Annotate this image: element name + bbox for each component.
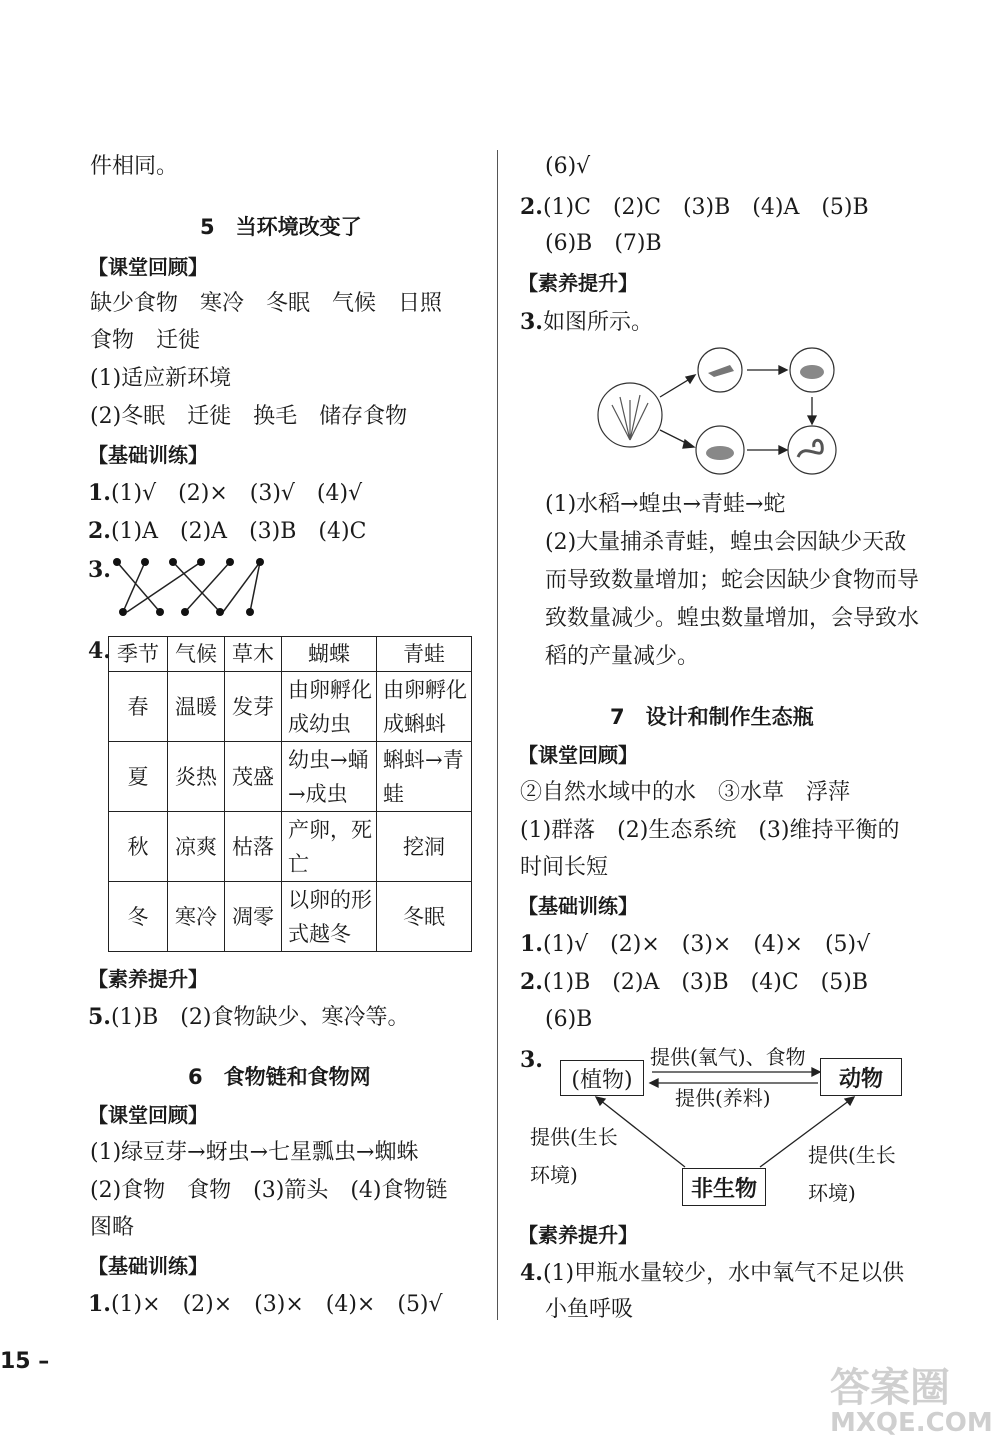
season-cell: 夏 bbox=[109, 742, 168, 812]
season-cell: 秋 bbox=[109, 812, 168, 882]
cell-line: 以卵的形 bbox=[288, 887, 372, 912]
s5-review-line1: 缺少食物 寒冷 冬眠 气候 日照 bbox=[90, 291, 443, 316]
label-right-env-2: 环境) bbox=[808, 1181, 856, 1205]
page-number: 15 – bbox=[0, 1349, 50, 1374]
section-6-title: 6 食物链和食物网 bbox=[188, 1065, 371, 1089]
match-dot bbox=[119, 608, 127, 616]
question-number: 1. bbox=[88, 1291, 111, 1317]
s7-answer-1 bbox=[520, 929, 870, 960]
cell-line: →成虫 bbox=[288, 781, 348, 806]
climate-cell: 温暖 bbox=[168, 672, 225, 742]
match-dot bbox=[113, 558, 121, 566]
answer-text: (1)B (2)A (3)B (4)C (5)B bbox=[542, 970, 869, 995]
cell-line: 亡 bbox=[288, 851, 309, 876]
butterfly-cell bbox=[282, 812, 377, 882]
season-cell: 春 bbox=[109, 672, 168, 742]
answer-text: (1)× (2)× (3)× (4)× (5)√ bbox=[110, 1292, 443, 1317]
chain-answer-2c: 致数量减少。蝗虫数量增加，会导致水 bbox=[545, 606, 920, 631]
match-dot bbox=[246, 608, 254, 616]
continued-text: 件相同。 bbox=[90, 154, 179, 179]
snake-circle bbox=[788, 426, 836, 474]
label-oxygen-food: 提供(氧气)、食物 bbox=[650, 1045, 806, 1069]
match-dot bbox=[226, 558, 234, 566]
s5-heading-literacy: 【素养提升】 bbox=[88, 967, 208, 991]
s5-review-line3: (1)适应新环境 bbox=[90, 366, 232, 391]
question-number: 5. bbox=[88, 1004, 111, 1030]
table-row bbox=[109, 812, 472, 882]
table-header-cell: 季节 bbox=[109, 637, 168, 672]
r-continued: (6)√ bbox=[545, 154, 591, 179]
question-number: 1. bbox=[88, 480, 111, 506]
s7-answer-2 bbox=[520, 967, 868, 998]
cell-line: 成幼虫 bbox=[288, 711, 351, 736]
answer-text: (1)甲瓶水量较少，水中氧气不足以供 bbox=[542, 1261, 905, 1286]
table-row bbox=[109, 672, 472, 742]
chain-answer-1: (1)水稻→蝗虫→青蛙→蛇 bbox=[545, 492, 786, 517]
plant-node: (植物) bbox=[560, 1060, 644, 1096]
frog-cell bbox=[377, 882, 472, 952]
question-number: 4. bbox=[520, 1260, 543, 1286]
r-heading-literacy: 【素养提升】 bbox=[518, 271, 638, 295]
cell-line: 蝌蚪→青 bbox=[383, 747, 464, 772]
question-number: 2. bbox=[88, 518, 111, 544]
answer-text: (1)√ (2)× (3)× (4)× (5)√ bbox=[542, 932, 871, 957]
s7-answer-2b: (6)B bbox=[545, 1007, 593, 1032]
food-chain-picture bbox=[590, 345, 850, 480]
cell-line: 蛙 bbox=[383, 781, 404, 806]
matching-lines-diagram bbox=[105, 552, 285, 622]
butterfly-cell bbox=[282, 742, 377, 812]
answer-text: (1)A (2)A (3)B (4)C bbox=[110, 519, 367, 544]
answer-text: (1)C (2)C (3)B (4)A (5)B bbox=[542, 195, 869, 220]
arrow-head bbox=[779, 446, 787, 454]
chain-answer-2b: 而导致数量增加；蛇会因缺少食物而导 bbox=[545, 568, 920, 593]
question-number: 3. bbox=[520, 309, 543, 335]
table-header-row bbox=[109, 637, 472, 672]
match-dot bbox=[256, 558, 264, 566]
table-row bbox=[109, 742, 472, 812]
plant-cell: 茂盛 bbox=[225, 742, 282, 812]
question-number: 2. bbox=[520, 969, 543, 995]
climate-cell: 凉爽 bbox=[168, 812, 225, 882]
s6-review-line2: (2)食物 食物 (3)箭头 (4)食物链 bbox=[90, 1178, 448, 1203]
s6-answer-1 bbox=[88, 1289, 443, 1320]
nonliving-node: 非生物 bbox=[682, 1168, 766, 1206]
s5-q3-number: 3. bbox=[88, 557, 111, 583]
arrow-head bbox=[779, 366, 787, 374]
mouse-icon bbox=[706, 446, 734, 460]
cell-line: 由卵孵化 bbox=[288, 677, 372, 702]
section-7-title: 7 设计和制作生态瓶 bbox=[610, 705, 814, 729]
plant-cell: 凋零 bbox=[225, 882, 282, 952]
s5-heading-basic: 【基础训练】 bbox=[88, 443, 208, 467]
butterfly-cell bbox=[282, 882, 377, 952]
chain-answer-2d: 稻的产量减少。 bbox=[545, 644, 700, 669]
cell-line: 由卵孵化 bbox=[383, 677, 467, 702]
watermark-url: MXQE.COM bbox=[830, 1408, 993, 1438]
arrow-head bbox=[808, 416, 816, 424]
cell-line: 挖洞 bbox=[403, 834, 445, 859]
snake-icon bbox=[798, 440, 822, 457]
answer-text: (1)B (2)食物缺少、寒冷等。 bbox=[110, 1005, 410, 1030]
cell-line: 幼虫→蛹 bbox=[288, 747, 369, 772]
frog-icon bbox=[800, 365, 824, 379]
plant-cell: 发芽 bbox=[225, 672, 282, 742]
label-left-env-2: 环境) bbox=[530, 1163, 578, 1187]
s5-answer-2 bbox=[88, 516, 366, 547]
r-answer-2 bbox=[520, 192, 869, 223]
s5-review-line2: 食物 迁徙 bbox=[90, 328, 201, 353]
s5-answer-5 bbox=[88, 1002, 409, 1033]
climate-cell: 炎热 bbox=[168, 742, 225, 812]
frog-cell bbox=[377, 812, 472, 882]
table-header-cell: 青蛙 bbox=[377, 637, 472, 672]
chain-answer-2a: (2)大量捕杀青蛙，蝗虫会因缺少天敌 bbox=[545, 530, 907, 555]
answer-text: 如图所示。 bbox=[542, 310, 653, 335]
table-header-cell: 草木 bbox=[225, 637, 282, 672]
s7-answer-4b: 小鱼呼吸 bbox=[545, 1297, 634, 1322]
match-dot bbox=[216, 608, 224, 616]
watermark-logo: 答案圈 bbox=[830, 1365, 950, 1411]
climate-cell: 寒冷 bbox=[168, 882, 225, 952]
frog-cell bbox=[377, 672, 472, 742]
s7-heading-literacy: 【素养提升】 bbox=[518, 1223, 638, 1247]
answer-text: (1)√ (2)× (3)√ (4)√ bbox=[110, 481, 363, 506]
match-dot bbox=[141, 558, 149, 566]
season-table bbox=[108, 636, 472, 952]
match-dot bbox=[156, 608, 164, 616]
cell-line: 成蝌蚪 bbox=[383, 711, 446, 736]
column-divider bbox=[497, 150, 498, 1320]
question-number: 2. bbox=[520, 194, 543, 220]
label-left-env-1: 提供(生长 bbox=[530, 1125, 618, 1149]
match-dot bbox=[181, 608, 189, 616]
s7-heading-review: 【课堂回顾】 bbox=[518, 743, 638, 767]
table-row bbox=[109, 882, 472, 952]
s7-review-line3: 时间长短 bbox=[520, 855, 609, 880]
s5-heading-review: 【课堂回顾】 bbox=[88, 255, 208, 279]
locust-icon bbox=[708, 365, 734, 377]
r-answer-2b: (6)B (7)B bbox=[545, 231, 662, 256]
s7-review-line2: (1)群落 (2)生态系统 (3)维持平衡的 bbox=[520, 818, 900, 843]
cell-line: 产卵，死 bbox=[288, 817, 372, 842]
cell-line: 冬眠 bbox=[403, 904, 445, 929]
label-nutrients: 提供(养料) bbox=[675, 1086, 771, 1110]
s7-answer-4a bbox=[520, 1258, 904, 1289]
frog-cell bbox=[377, 742, 472, 812]
s5-review-line4: (2)冬眠 迁徙 换毛 储存食物 bbox=[90, 404, 408, 429]
plant-cell: 枯落 bbox=[225, 812, 282, 882]
table-header-cell: 气候 bbox=[168, 637, 225, 672]
question-number: 1. bbox=[520, 931, 543, 957]
s6-heading-basic: 【基础训练】 bbox=[88, 1254, 208, 1278]
section-5-title: 5 当环境改变了 bbox=[200, 215, 362, 239]
match-dot bbox=[197, 558, 205, 566]
s6-review-line3: 图略 bbox=[90, 1215, 135, 1240]
season-cell: 冬 bbox=[109, 882, 168, 952]
r-answer-3 bbox=[520, 307, 653, 338]
table-header-cell: 蝴蝶 bbox=[282, 637, 377, 672]
s7-heading-basic: 【基础训练】 bbox=[518, 894, 638, 918]
s6-heading-review: 【课堂回顾】 bbox=[88, 1103, 208, 1127]
label-right-env-1: 提供(生长 bbox=[808, 1143, 896, 1167]
s7-review-line1: ②自然水域中的水 ③水草 浮萍 bbox=[520, 780, 851, 805]
butterfly-cell bbox=[282, 672, 377, 742]
arrow-head bbox=[686, 375, 695, 383]
s5-answer-1 bbox=[88, 478, 362, 509]
arrow-head bbox=[683, 440, 694, 448]
rice-plant-icon bbox=[612, 395, 648, 440]
animal-node: 动物 bbox=[820, 1058, 902, 1096]
s7-q3-number: 3. bbox=[520, 1047, 543, 1073]
s6-review-line1: (1)绿豆芽→蚜虫→七星瓢虫→蜘蛛 bbox=[90, 1140, 419, 1165]
s5-q4-number: 4. bbox=[88, 638, 111, 664]
cell-line: 式越冬 bbox=[288, 921, 351, 946]
match-dot bbox=[169, 558, 177, 566]
